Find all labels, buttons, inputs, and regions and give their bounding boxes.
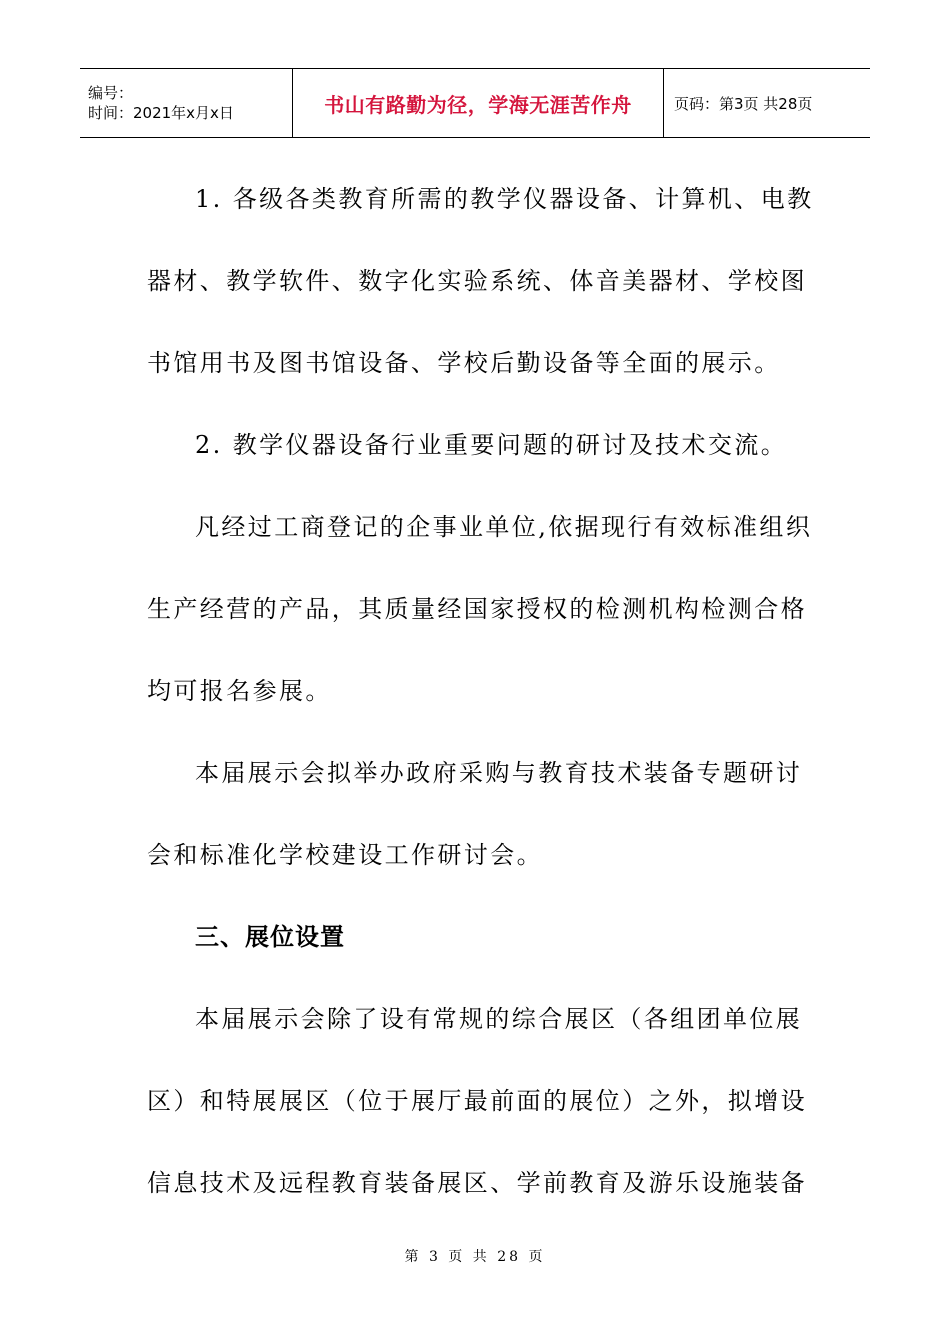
paragraph-line: 区）和特展展区（位于展厅最前面的展位）之外，拟增设	[147, 1087, 807, 1115]
paragraph-line: 会和标准化学校建设工作研讨会。	[147, 841, 543, 869]
document-body	[147, 158, 814, 1224]
paragraph-line: 均可报名参展。	[147, 677, 332, 705]
doc-time-label: 时间：2021年x月x日	[88, 104, 234, 122]
header-motto: 书山有路勤为径，学海无涯苦作舟	[293, 69, 664, 137]
header-meta	[80, 69, 293, 137]
paragraph-line: 本届展示会拟举办政府采购与教育技术装备专题研讨	[195, 759, 803, 787]
paragraph-line: 信息技术及远程教育装备展区、学前教育及游乐设施装备	[147, 1169, 807, 1197]
paragraph-line: 生产经营的产品，其质量经国家授权的检测机构检测合格	[147, 595, 807, 623]
paragraph-line: 2. 教学仪器设备行业重要问题的研讨及技术交流。	[195, 431, 788, 459]
paragraph-line: 书馆用书及图书馆设备、学校后勤设备等全面的展示。	[147, 349, 781, 377]
page-header	[80, 68, 870, 138]
paragraph-line: 1. 各级各类教育所需的教学仪器设备、计算机、电教	[195, 185, 814, 213]
section-heading: 三、展位设置	[195, 923, 345, 951]
paragraph-line: 凡经过工商登记的企事业单位,依据现行有效标准组织	[195, 513, 813, 541]
page-footer: 第 3 页 共 28 页	[404, 1249, 546, 1265]
doc-number-label: 编号：	[88, 84, 134, 102]
paragraph-line: 器材、教学软件、数字化实验系统、体音美器材、学校图	[147, 267, 807, 295]
header-page-info: 页码：第3页 共28页	[674, 94, 813, 113]
paragraph-line: 本届展示会除了设有常规的综合展区（各组团单位展	[195, 1005, 803, 1033]
